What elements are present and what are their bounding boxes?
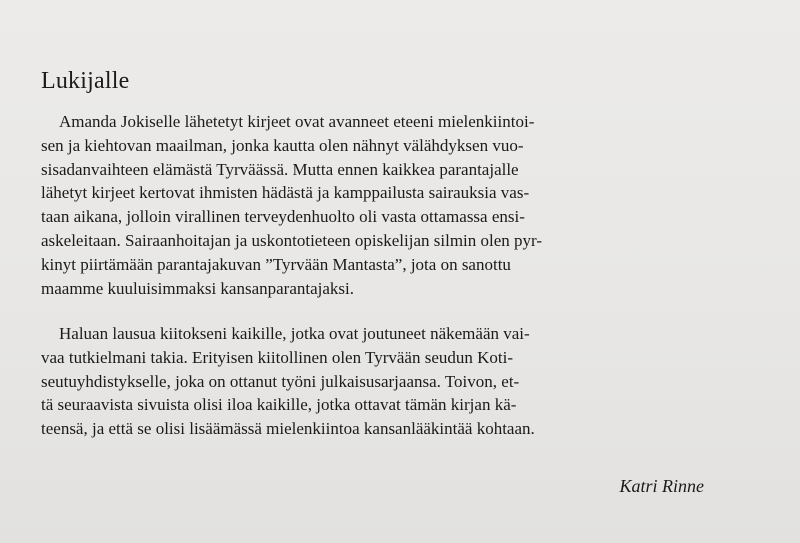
text-line: sisadanvaihteen elämästä Tyrväässä. Mutta ennen kaikkea parantajalle [41,159,519,179]
text-line: kinyt piirtämään parantajakuvan ”Tyrvään Mantasta”, jota on sanottu [41,254,511,274]
text-line: Amanda Jokiselle lähetetyt kirjeet ovat avanneet eteeni mielenkiintoi- [59,112,535,131]
paragraph-2 [41,322,741,441]
text-line: sen ja kiehtovan maailman, jonka kautta olen nähnyt välähdyksen vuo- [41,135,524,155]
paragraph-1 [41,110,741,300]
text-line: teensä, ja että se olisi lisäämässä mielenkiintoa kansanlääkintää kohtaan. [41,419,535,439]
text-line: maamme kuuluisimmaksi kansanparantajaksi. [41,278,355,298]
text-line: Haluan lausua kiitokseni kaikille, jotka ovat joutuneet näkemään vai- [59,324,530,343]
text-line: askeleitaan. Sairaanhoitajan ja uskontotieteen opiskelijan silmin olen pyr- [41,230,543,250]
text-line: seutuyhdistykselle, joka on ottanut työni julkaisusarjaansa. Toivon, et- [41,371,520,391]
text-line: lähetyt kirjeet kertovat ihmisten hädästä ja kamppailusta sairauksia vas- [41,183,530,203]
text-line: taan aikana, jolloin virallinen terveydenhuolto oli vasta ottamassa ensi- [41,207,525,227]
text-line: tä seuraavista sivuista olisi iloa kaikille, jotka ottavat tämän kirjan kä- [41,395,517,415]
page-heading: Lukijalle [41,68,130,94]
text-line: vaa tutkielmani takia. Erityisen kiitollinen olen Tyrvään seudun Koti- [41,347,514,367]
author-signature: Katri Rinne [619,476,704,496]
